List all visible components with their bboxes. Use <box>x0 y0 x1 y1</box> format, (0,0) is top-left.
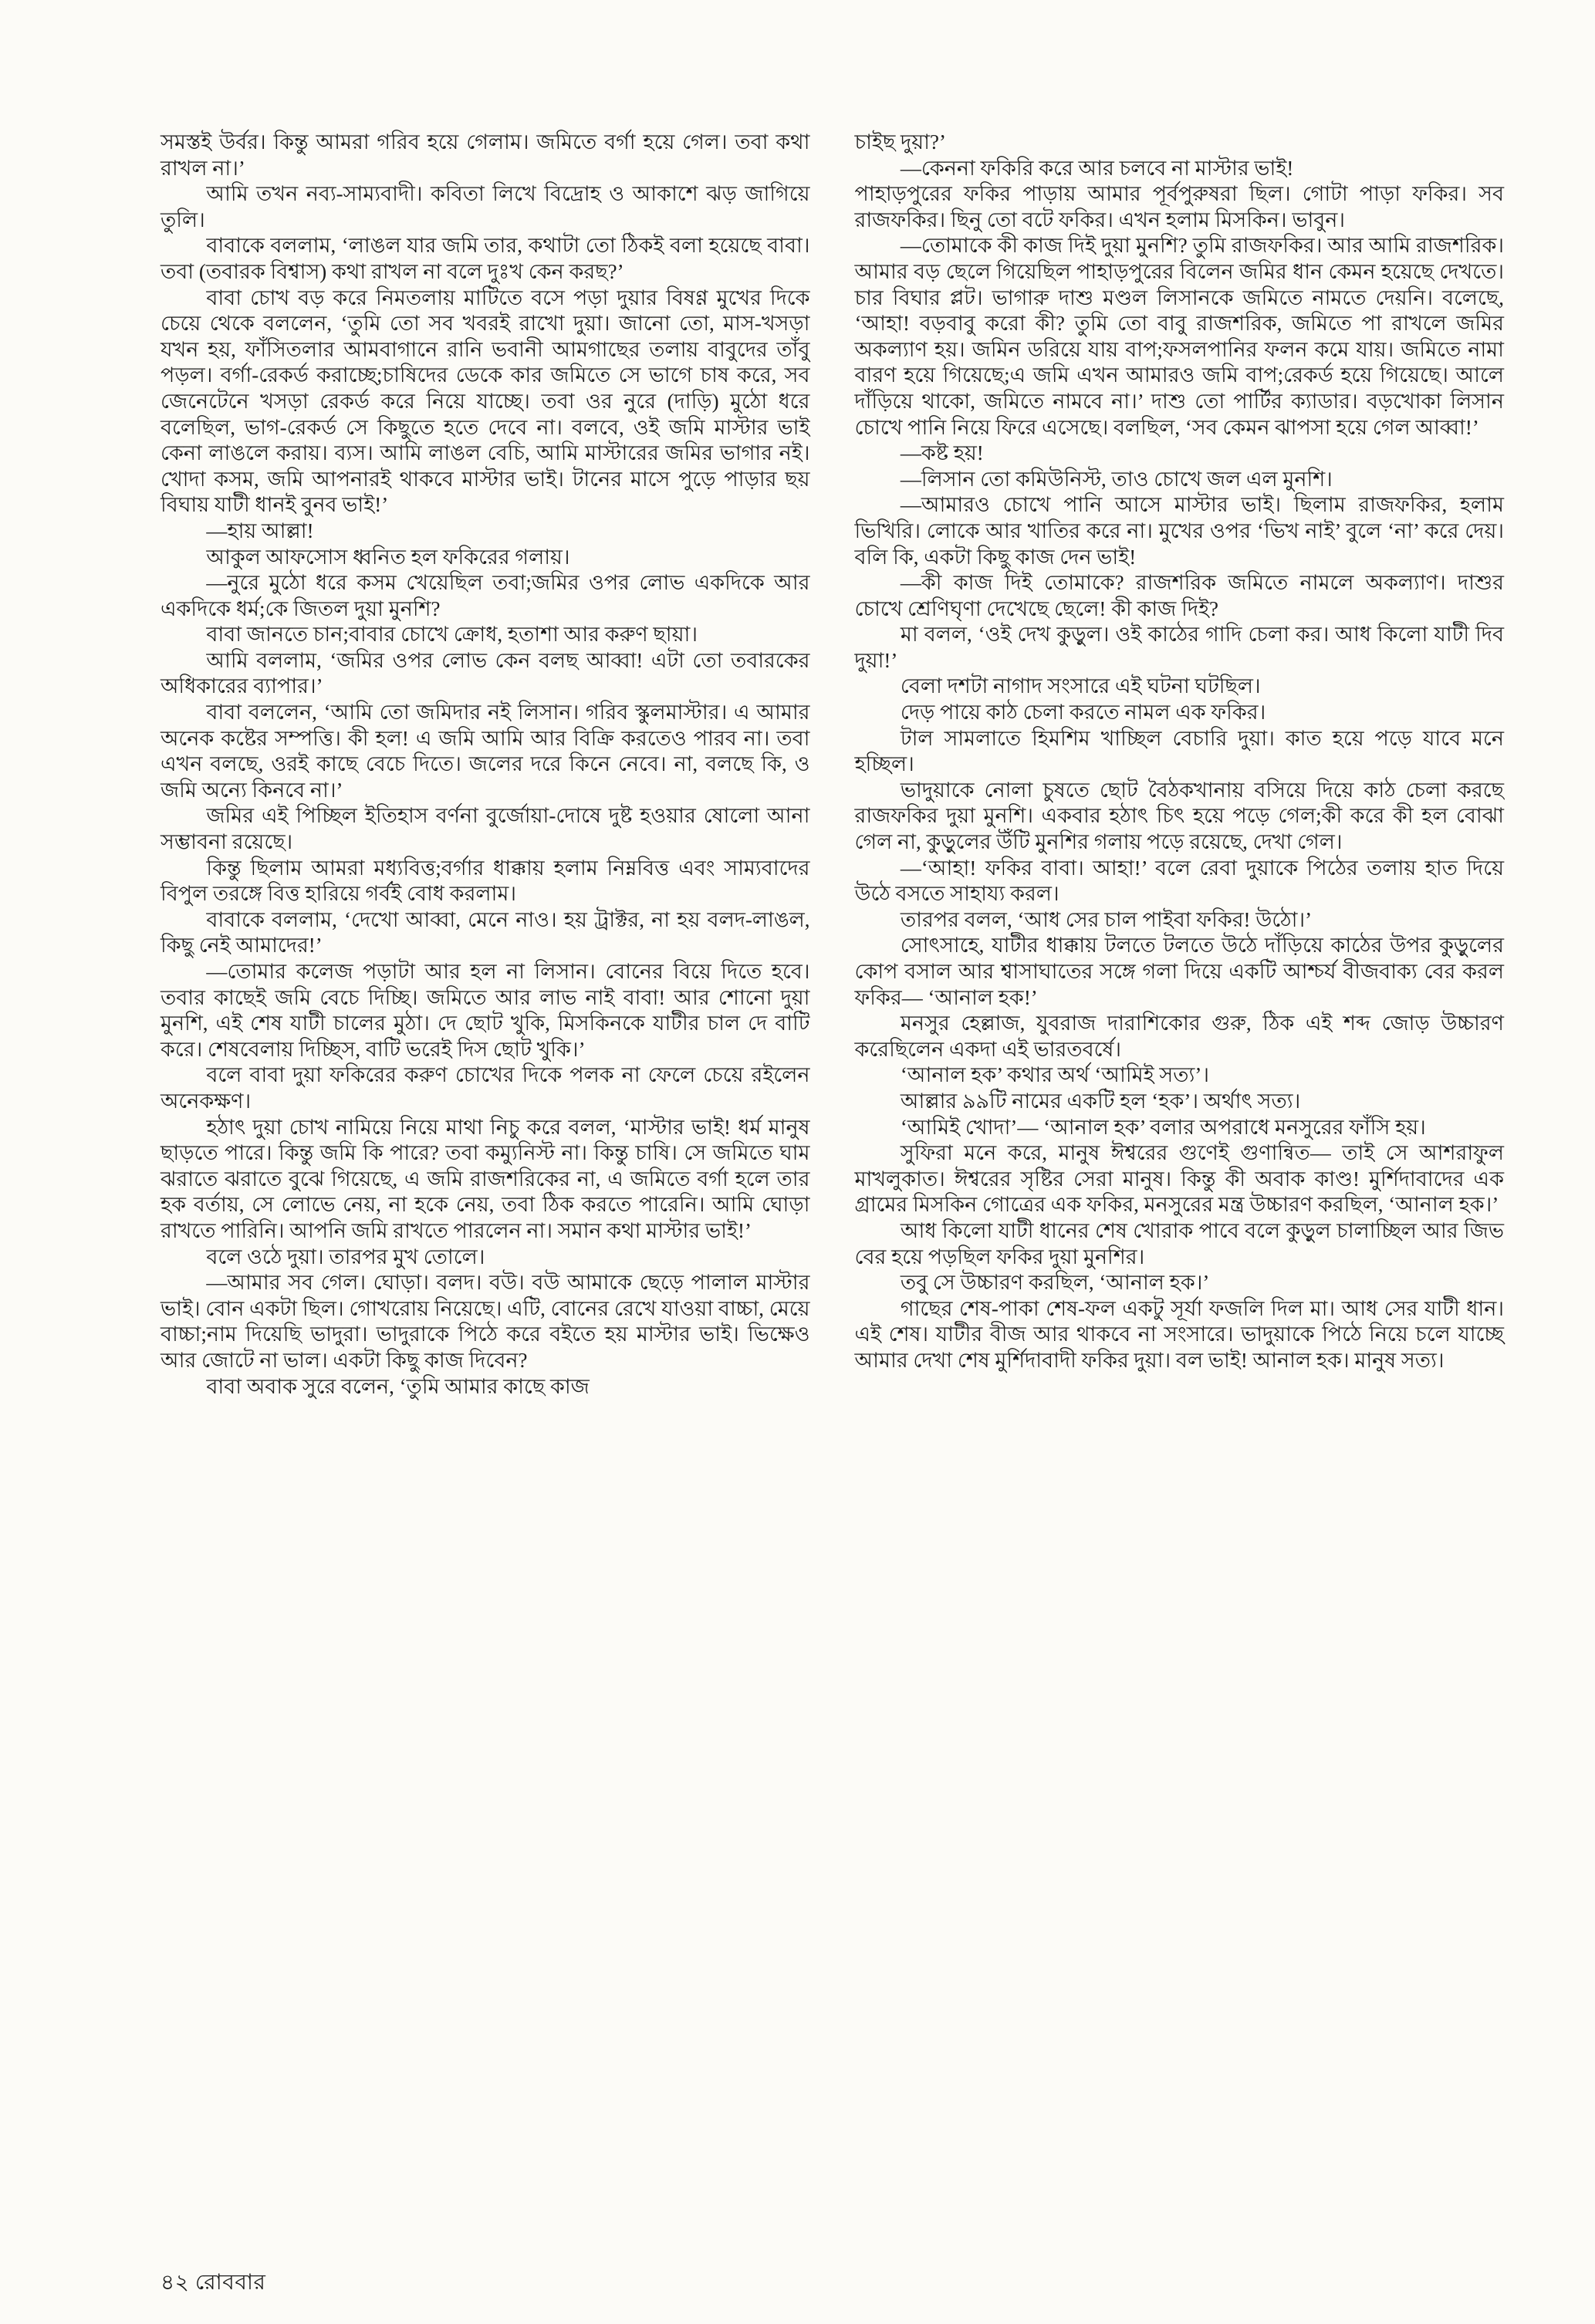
page-number: ৪২ রোববার <box>161 2271 266 2295</box>
paragraph: মনসুর হেল্লাজ, যুবরাজ দারাশিকোর গুরু, ঠিক এই শব্দ জোড় উচ্চারণ করেছিলেন একদা এই ভারতবর্ষে। <box>854 1012 1504 1061</box>
paragraph: —হায় আল্লা! <box>206 519 314 542</box>
paragraph: বাবা অবাক সুরে বলেন, ‘তুমি আমার কাছে কাজ <box>206 1374 590 1398</box>
paragraph: —তোমার কলেজ পড়াটা আর হল না লিসান। বোনের বিয়ে দিতে হবে। তবার কাছেই জমি বেচে দিচ্ছি। জমিতে আর লাভ নাই বাবা! আর শোনো দুয়া মুনশি, এই শেষ যাটী চালের মুঠা। দে ছোট খুকি, মিসকিনকে যাটীর চাল দে বাটি করে। শেষবেলায় দিচ্ছিস, বাটি ভরেই দিস ছোট খুকি।’ <box>161 960 810 1061</box>
paragraph: মা বলল, ‘ওই দেখ কুড়ুল। ওই কাঠের গাদি চেলা কর। আধ কিলো যাটী দিব দুয়া!’ <box>854 623 1504 672</box>
paragraph: বাবাকে বললাম, ‘লাঙল যার জমি তার, কথাটা তো ঠিকই বলা হয়েছে বাবা। তবা (তবারক বিশ্বাস) কথা রাখল না বলে দুঃখ কেন করছ?’ <box>161 234 810 283</box>
paragraph: বাবা জানতে চান;বাবার চোখে ক্রোধ, হতাশা আর করুণ ছায়া। <box>206 623 698 647</box>
paragraph: —লিসান তো কমিউনিস্ট, তাও চোখে জল এল মুনশি। <box>900 467 1333 491</box>
paragraph: হঠাৎ দুয়া চোখ নামিয়ে নিয়ে মাথা নিচু করে বলল, ‘মাস্টার ভাই! ধর্ম মানুষ ছাড়তে পারে। কিন্তু জমি কি পারে? তবা কম্যুনিস্ট না। কিন্তু চাষি। সে জমিতে ঘাম ঝরাতে ঝরাতে বুঝে গিয়েছে, এ জমি রাজশরিকের না, এ জমিতে বর্গা হলে তার হক বর্তায়, সে লোভে নেয়, না হকে নেয়, তবা ঠিক করতে পারেনি। আমি ঘোড়া রাখতে পারিনি। আপনি জমি রাখতে পারলেন না। সমান কথা মাস্টার ভাই!’ <box>161 1115 810 1242</box>
paragraph: বাবা বললেন, ‘আমি তো জমিদার নই লিসান। গরিব স্কুলমাস্টার। এ আমার অনেক কষ্টের সম্পত্তি। কী হল! এ জমি আমি আর বিক্রি করতেও পারব না। তবা এখন বলছে, ওরই কাছে বেচে দিতে। জলের দরে কিনে নেবে। না, বলছে কি, ও জমি অন্যে কিনবে না।’ <box>161 701 810 802</box>
paragraph: বলে ওঠে দুয়া। তারপর মুখ তোলে। <box>206 1245 485 1268</box>
paragraph: —কষ্ট হয়! <box>900 441 984 465</box>
paragraph: সোৎসাহে, যাটীর ধাক্কায় টলতে টলতে উঠে দাঁড়িয়ে কাঠের উপর কুড়ুলের কোপ বসাল আর শ্বাসাঘাতের সঙ্গে গলা দিয়ে একটি আশ্চর্য বীজবাক্য বের করল ফকির— ‘আনাল হক!’ <box>854 934 1504 1009</box>
paragraph: গাছের শেষ-পাকা শেষ-ফল একটু সূর্যা ফজলি দিল মা। আধ সের যাটী ধান। এই শেষ। যাটীর বীজ আর থাকবে না সংসারে। ভাদুয়াকে পিঠে নিয়ে চলে যাচ্ছে আমার দেখা শেষ মুর্শিদাবাদী ফকির দুয়া। বল ভাই! আনাল হক। মানুষ সত্য। <box>854 1296 1504 1372</box>
paragraph: —‘আহা! ফকির বাবা। আহা!’ বলে রেবা দুয়াকে পিঠের তলায় হাত দিয়ে উঠে বসতে সাহায্য করল। <box>854 856 1504 906</box>
column-left <box>161 130 810 1400</box>
paragraph: আল্লার ৯৯টি নামের একটি হল ‘হক’। অর্থাৎ সত্য। <box>900 1089 1301 1113</box>
paragraph: সুফিরা মনে করে, মানুষ ঈশ্বরের গুণেই গুণান্বিত— তাই সে আশরাফুল মাখলুকাত। ঈশ্বরের সৃষ্টির সেরা মানুষ। কিন্তু কী অবাক কাণ্ড! মুর্শিদাবাদের এক গ্রামের মিসকিন গোত্রের এক ফকির, মনসুরের মন্ত্র উচ্চারণ করছিল, ‘আনাল হক।’ <box>854 1141 1504 1217</box>
paragraph: বেলা দশটা নাগাদ সংসারে এই ঘটনা ঘটছিল। <box>900 674 1261 698</box>
paragraph: আকুল আফসোস ধ্বনিত হল ফকিরের গলায়। <box>206 545 570 569</box>
paragraph: তারপর বলল, ‘আধ সের চাল পাইবা ফকির! উঠো।’ <box>900 907 1313 931</box>
paragraph: ভাদুয়াকে নোলা চুষতে ছোট বৈঠকখানায় বসিয়ে দিয়ে কাঠ চেলা করছে রাজফকির দুয়া মুনশি। একবার হঠাৎ চিৎ হয়ে পড়ে গেল;কী করে কী হল বোঝা গেল না, কুড়ুলের উঁটি মুনশির গলায় পড়ে রয়েছে, দেখা গেল। <box>854 778 1504 854</box>
paragraph: কিন্তু ছিলাম আমরা মধ্যবিত্ত;বর্গার ধাক্কায় হলাম নিম্নবিত্ত এবং সাম্যবাদের বিপুল তরঙ্গে বিত্ত হারিয়ে গর্বই বোধ করলাম। <box>161 856 810 906</box>
paragraph: আমি বললাম, ‘জমির ওপর লোভ কেন বলছ আব্বা! এটা তো তবারকের অধিকারের ব্যাপার।’ <box>161 648 810 698</box>
paragraph: —তোমাকে কী কাজ দিই দুয়া মুনশি? তুমি রাজফকির। আর আমি রাজশরিক। আমার বড় ছেলে গিয়েছিল পাহাড়পুরের বিলেন জমির ধান কেমন হয়েছে দেখতে। চার বিঘার প্লট। ভাগারু দাশু মণ্ডল লিসানকে জমিতে নামতে দেয়নি। বলেছে, ‘আহা! বড়বাবু করো কী? তুমি তো বাবু রাজশরিক, জমিতে পা রাখলে জমির অকল্যাণ হয়। জমিন ডরিয়ে যায় বাপ;ফসলপানির ফলন কমে যায়। জমিতে নামা বারণ হয়ে গিয়েছে;এ জমি এখন আমারও জমি বাপ;রেকর্ড হয়ে গিয়েছে। আলে দাঁড়িয়ে থাকো, জমিতে নামবে না।’ দাশু তো পার্টির ক্যাডার। বড়খোকা লিসান চোখে পানি নিয়ে ফিরে এসেছে। বলছিল, ‘সব কেমন ঝাপসা হয়ে গেল আব্বা!’ <box>854 234 1504 439</box>
paragraph: —কেননা ফকিরি করে আর চলবে না মাস্টার ভাই! <box>900 156 1294 180</box>
paragraph: —আমার সব গেল। ঘোড়া। বলদ। বউ। বউ আমাকে ছেড়ে পালাল মাস্টার ভাই। বোন একটা ছিল। গোখরোয় নিয়েছে। এটি, বোনের রেখে যাওয়া বাচ্চা, মেয়ে বাচ্চা;নাম দিয়েছি ভাদুরা। ভাদুরাকে পিঠে করে বইতে হয় মাস্টার ভাই। ভিক্ষেও আর জোটে না ভাল। একটা কিছু কাজ দিবেন? <box>161 1271 810 1372</box>
paragraph: —আমারও চোখে পানি আসে মাস্টার ভাই। ছিলাম রাজফকির, হলাম ভিখিরি। লোকে আর খাতির করে না। মুখের ওপর ‘ভিখ নাই’ বুলে ‘না’ করে দেয়। বলি কি, একটা কিছু কাজ দেন ভাই! <box>854 493 1504 569</box>
paragraph: চাইছ দুয়া?’ <box>854 130 946 154</box>
paragraph: বাবাকে বললাম, ‘দেখো আব্বা, মেনে নাও। হয় ট্রাক্টর, না হয় বলদ-লাঙল, কিছু নেই আমাদের!’ <box>161 907 810 958</box>
paragraph: আধ কিলো যাটী ধানের শেষ খোরাক পাবে বলে কুড়ুল চালাচ্ছিল আর জিভ বের হয়ে পড়ছিল ফকির দুয়া মুনশির। <box>854 1218 1504 1268</box>
paragraph: জমির এই পিচ্ছিল ইতিহাস বর্ণনা বুর্জোয়া-দোষে দুষ্ট হওয়ার ষোলো আনা সম্ভাবনা রয়েছে। <box>161 804 810 854</box>
paragraph: টাল সামলাতে হিমশিম খাচ্ছিল বেচারি দুয়া। কাত হয়ে পড়ে যাবে মনে হচ্ছিল। <box>854 726 1504 776</box>
paragraph: আমি তখন নব্য-সাম্যবাদী। কবিতা লিখে বিদ্রোহ ও আকাশে ঝড় জাগিয়ে তুলি। <box>161 182 810 231</box>
paragraph: বাবা চোখ বড় করে নিমতলায় মাটিতে বসে পড়া দুয়ার বিষণ্ণ মুখের দিকে চেয়ে থেকে বললেন, ‘তুমি তো সব খবরই রাখো দুয়া। জানো তো, মাস-খসড়া যখন হয়, ফাঁসিতলার আমবাগানে রানি ভবানী আমগাছের তলায় বাবুদের তাঁবু পড়ল। বর্গা-রেকর্ড করাচ্ছে;চাষিদের ডেকে কার জমিতে সে ভাগে চাষ করে, সব জেনেটেনে খসড়া রেকর্ড করে নিয়ে যাচ্ছে। তবা ওর নুরে (দাড়ি) মুঠো ধরে বলেছিল, ভাগ-রেকর্ড সে কিছুতে হতে দেবে না। বলবে, ওই জমি মাস্টার ভাই কেনা লাঙলে করায়। ব্যস। আমি লাঙল বেচি, আমি মাস্টারের জমির ভাগার নই। খোদা কসম, জমি আপনারই থাকবে মাস্টার ভাই। টানের মাসে পুড়ে পাড়ার ছয় বিঘায় যাটী ধানই বুনব ভাই!’ <box>161 285 810 517</box>
paragraph: —নুরে মুঠো ধরে কসম খেয়েছিল তবা;জমির ওপর লোভ একদিকে আর একদিকে ধর্ম;কে জিতল দুয়া মুনশি? <box>161 571 810 620</box>
paragraph: —কী কাজ দিই তোমাকে? রাজশরিক জমিতে নামলে অকল্যাণ। দাশুর চোখে শ্রেণিঘৃণা দেখেছে ছেলে! কী কাজ দিই? <box>854 571 1504 620</box>
paragraph: বলে বাবা দুয়া ফকিরের করুণ চোখের দিকে পলক না ফেলে চেয়ে রইলেন অনেকক্ষণ। <box>161 1063 810 1113</box>
paragraph: দেড় পায়ে কাঠ চেলা করতে নামল এক ফকির। <box>900 701 1266 725</box>
column-right <box>855 130 1505 1374</box>
text-columns <box>161 130 1504 1400</box>
paragraph: সমস্তই উর্বর। কিন্তু আমরা গরিব হয়ে গেলাম। জমিতে বর্গা হয়ে গেল। তবা কথা রাখল না।’ <box>161 130 810 180</box>
paragraph: ‘আনাল হক’ কথার অর্থ ‘আমিই সত্য’। <box>900 1063 1209 1087</box>
paragraph: ‘আমিই খোদা’— ‘আনাল হক’ বলার অপরাধে মনসুরের ফাঁসি হয়। <box>900 1115 1426 1139</box>
paragraph: পাহাড়পুরের ফকির পাড়ায় আমার পূর্বপুরুষরা ছিল। গোটা পাড়া ফকির। সব রাজফকির। ছিনু তো বটে ফকির। এখন হলাম মিসকিন। ভাবুন। <box>854 182 1504 231</box>
paragraph: তবু সে উচ্চারণ করছিল, ‘আনাল হক।’ <box>900 1271 1210 1295</box>
